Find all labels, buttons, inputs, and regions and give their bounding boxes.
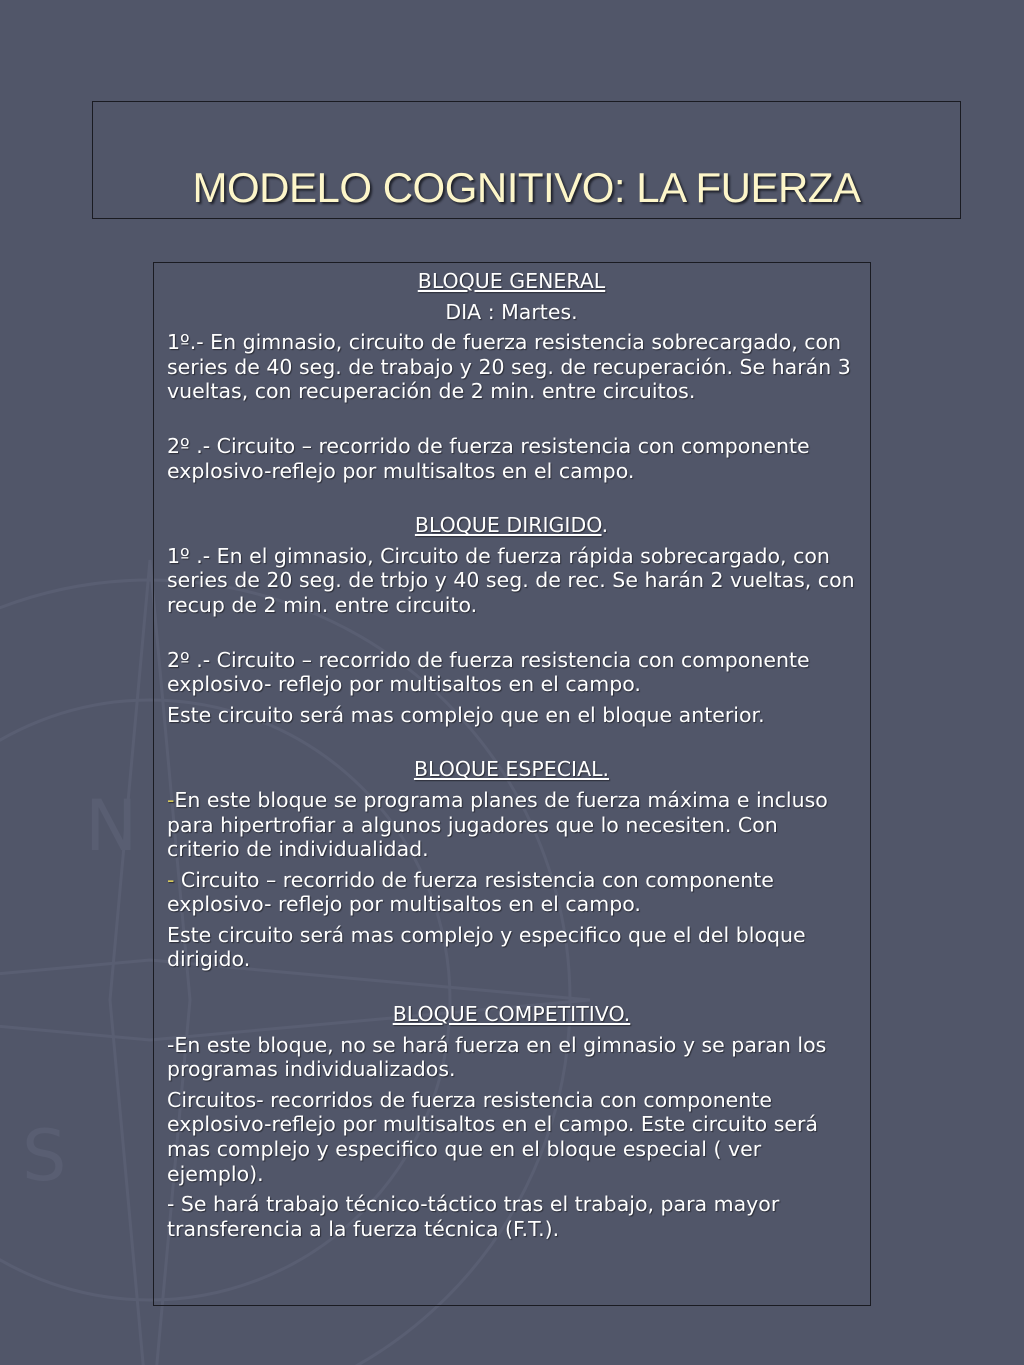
general-day: DIA : Martes.: [445, 299, 578, 324]
dirigido-heading: BLOQUE DIRIGIDO.: [414, 513, 609, 538]
general-item-1: 1º.- En gimnasio, circuito de fuerza resistencia sobrecargado, con series de 40 seg. de trabajo y 20 seg. de recuperación. Se harán 3 vueltas, con recuperación de 2 min. entre circuitos.: [167, 330, 851, 404]
especial-item-2: - Circuito – recorrido de fuerza resistencia con componente explosivo- reflejo por multisaltos en el campo.: [167, 867, 774, 917]
especial-note: Este circuito será mas complejo y especifico que el del bloque dirigido.: [167, 922, 806, 972]
dirigido-note: Este circuito será mas complejo que en el bloque anterior.: [167, 702, 765, 727]
general-heading: BLOQUE GENERAL: [417, 269, 606, 293]
especial-heading: BLOQUE ESPECIAL.: [413, 757, 610, 782]
slide-title: MODELO COGNITIVO: LA FUERZA: [192, 164, 861, 211]
dirigido-item-1: 1º .- En el gimnasio, Circuito de fuerza rápida sobrecargado, con series de 20 seg. de trbjo y 40 seg. de rec. Se harán 2 vueltas, con recup de 2 min. entre circuito.: [167, 543, 855, 617]
content-box: [153, 262, 871, 1306]
competitivo-item-2: Circuitos- recorridos de fuerza resistencia con componente explosivo-reflejo por multisaltos en el campo. Este circuito será mas complejo y especifico que en el bloque especial ( ver ejemplo).: [167, 1087, 818, 1186]
svg-text:N: N: [85, 785, 138, 867]
competitivo-item-3: - Se hará trabajo técnico-táctico tras el trabajo, para mayor transferencia a la fuerza técnica (F.T.).: [167, 1192, 780, 1241]
title-box: [92, 101, 961, 219]
general-item-2: 2º .- Circuito – recorrido de fuerza resistencia con componente explosivo-reflejo por multisaltos en el campo.: [167, 433, 810, 483]
especial-item-1: -En este bloque se programa planes de fuerza máxima e incluso para hipertrofiar a algunos jugadores que lo necesiten. Con criterio de individualidad.: [167, 787, 828, 862]
competitivo-item-1: -En este bloque, no se hará fuerza en el gimnasio y se paran los programas individualizados.: [167, 1032, 827, 1082]
competitivo-heading: BLOQUE COMPETITIVO.: [392, 1002, 631, 1027]
svg-text:S: S: [22, 1115, 67, 1197]
dirigido-item-2: 2º .- Circuito – recorrido de fuerza resistencia con componente explosivo- reflejo por multisaltos en el campo.: [167, 647, 810, 697]
